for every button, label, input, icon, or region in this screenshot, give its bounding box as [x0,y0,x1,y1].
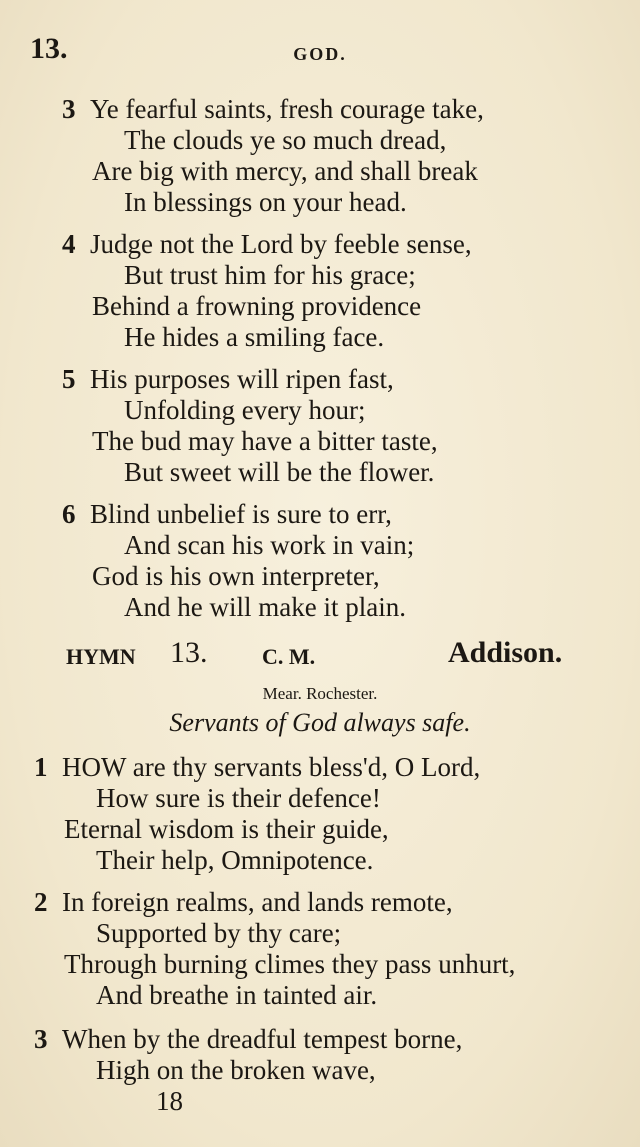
verse-line: And breathe in tainted air. [96,980,378,1010]
verse-line: God is his own interpreter, [92,561,380,591]
hymn-number: 13. [170,636,208,669]
verse-line: And he will make it plain. [124,592,406,622]
verse-line: But sweet will be the flower. [124,457,435,487]
hymn-subtitle: Servants of God always safe. [169,708,471,737]
verse-line: The bud may have a bitter taste, [92,426,438,456]
verse-number: 3 [62,94,76,124]
verse-line: 4 Judge not the Lord by feeble sense, [62,229,472,259]
page-number: 13. [30,32,68,65]
hymn-meter: C. M. [262,644,316,669]
verse-line: 5 His purposes will ripen fast, [62,364,394,394]
verse-line: Their help, Omnipotence. [96,845,374,875]
signature-mark: 18 [156,1086,183,1116]
verse-number: 6 [62,499,76,529]
verse-line: High on the broken wave, [96,1055,376,1085]
verse-line: And scan his work in vain; [124,530,415,560]
verse-number: 4 [62,229,76,259]
verse-line: 1 HOW are thy servants bless'd, O Lord, [34,752,481,782]
verse-line: Supported by thy care; [96,918,342,948]
verse-line: He hides a smiling face. [124,322,385,352]
verse-line: How sure is their defence! [96,783,381,813]
verse-number: 3 [34,1024,48,1054]
verse-line: Unfolding every hour; [124,395,366,425]
hymn-heading [66,636,586,674]
verse-line: 6 Blind unbelief is sure to err, [62,499,392,529]
verse-number: 1 [34,752,48,782]
running-head: GOD. [293,44,347,64]
verse-line: 2 In foreign realms, and lands remote, [34,887,453,917]
verse-line: The clouds ye so much dread, [124,125,447,155]
verse-line: 3 When by the dreadful tempest borne, [34,1024,463,1054]
hymn-tunes: Mear. Rochester. [262,684,378,703]
verse-line: In blessings on your head. [124,187,407,217]
verse-line: Through burning climes they pass unhurt, [64,949,516,979]
verse-line: 3 Ye fearful saints, fresh courage take, [62,94,484,124]
verse-line: Eternal wisdom is their guide, [64,814,389,844]
hymn-label: HYMN [66,644,136,669]
verse-line: Behind a frowning providence [92,291,422,321]
hymn-author: Addison. [448,636,563,669]
verse-number: 5 [62,364,76,394]
verse-line: But trust him for his grace; [124,260,416,290]
verse-line: Are big with mercy, and shall break [92,156,478,186]
verse-number: 2 [34,887,48,917]
